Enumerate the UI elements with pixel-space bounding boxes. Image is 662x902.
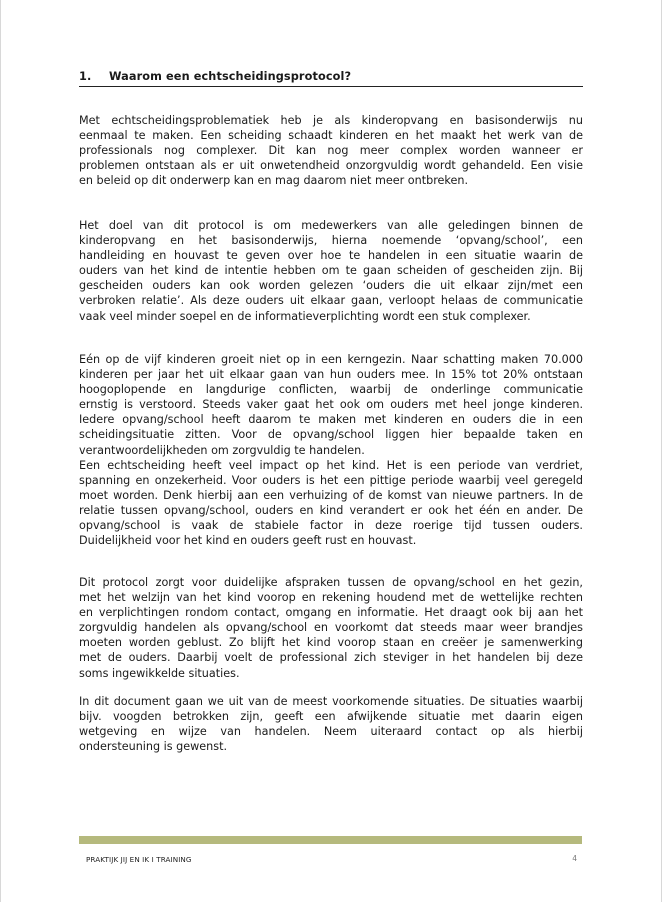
text-line: verantwoordelijkheden om zorgvuldig te handelen.: [79, 443, 365, 457]
text-line: Iedere opvang/school heeft daarom te maken met kinderen en ouders die in een: [79, 413, 583, 427]
text-line: problemen ontstaan als er uit onwetendheid onzorgvuldig wordt gehandeld. Een visie: [79, 159, 583, 173]
paragraph-3: [79, 352, 583, 548]
text-line: Met echtscheidingsproblematiek heb je als kinderopvang en basisonderwijs nu: [79, 114, 583, 127]
text-line: Een echtscheiding heeft veel impact op het kind. Het is een periode van verdriet,: [79, 458, 583, 472]
paragraph-1: [79, 113, 583, 188]
text-line: relatie tussen opvang/school, ouders en kind verandert er ook het één en ander. De: [79, 503, 583, 517]
paragraph-4: [79, 575, 583, 681]
section-heading: [79, 70, 583, 87]
paragraph-2: [79, 218, 583, 324]
text-line: ernstig is verstoord. Steeds vaker gaat het ook om ouders met heel jonge kinderen.: [79, 398, 583, 412]
text-line: scheidingsituatie zitten. Voor de opvang/school liggen hier bepaalde taken en: [79, 428, 583, 442]
text-line: eenmaal te maken. Een scheiding schaadt kinderen en het maakt het werk van de: [79, 129, 583, 143]
text-line: Dit protocol zorgt voor duidelijke afspraken tussen de opvang/school en het gezin,: [79, 576, 583, 589]
text-line: opvang/school is vaak de stabiele factor in deze roerige tijd tussen ouders.: [79, 519, 583, 533]
section-number: 1.: [79, 70, 92, 83]
footer-text: PRAKTIJK JIJ EN IK I TRAINING: [86, 855, 192, 864]
section-title: Waarom een echtscheidingsprotocol?: [109, 70, 352, 83]
text-line: gescheiden ouders kan ook worden gelezen ‘ouders die uit elkaar zijn/met een: [79, 279, 583, 293]
text-line: handleiding en houvast te geven over hoe te handelen in een situatie waarin de: [79, 249, 583, 263]
text-line: ouders van het kind de intentie hebben om te gaan scheiden of gescheiden zijn. Bij: [79, 264, 583, 278]
text-line: en verplichtingen rondom contact, omgang en informatie. Het draagt ook bij aan het: [79, 606, 583, 620]
page-number: 4: [572, 854, 577, 863]
text-line: zorgvuldig handelen als opvang/school en voorkomt dat steeds maar weer brandjes: [79, 621, 583, 635]
text-line: ondersteuning is gewenst.: [79, 740, 228, 754]
text-line: wetgeving en wijze van handelen. Neem uiteraard contact op als hierbij: [79, 725, 583, 739]
text-line: moeten worden geblust. Zo blijft het kind voorop staan en creëer je samenwerking: [79, 636, 583, 650]
text-line: spanning en onzekerheid. Voor ouders is het een pittige periode waarbij veel geregeld: [79, 473, 583, 487]
text-line: In dit document gaan we uit van de meest voorkomende situaties. De situaties waarbij: [79, 695, 583, 708]
text-line: kinderopvang en het basisonderwijs, hierna noemende ‘opvang/school’, een: [79, 234, 583, 248]
text-line: vaak veel minder soepel en de informatieverplichting wordt een stuk complexer.: [79, 309, 531, 323]
paragraph-5: [79, 694, 583, 754]
footer-bar: [79, 836, 582, 844]
text-line: verbroken relatie’. Als deze ouders uit elkaar gaan, verloopt helaas de communicatie: [79, 294, 583, 308]
text-line: soms ingewikkelde situaties.: [79, 666, 240, 680]
text-line: Duidelijkheid voor het kind en ouders geeft rust en houvast.: [79, 534, 417, 548]
text-line: en beleid op dit onderwerp kan en mag daarom niet meer ontbreken.: [79, 174, 469, 188]
text-line: hoogoplopende en langdurige conflicten, waarbij de onderlinge communicatie: [79, 383, 583, 397]
text-line: met de ouders. Daarbij voelt de professional zich steviger in het handelen bij deze: [79, 651, 583, 665]
text-line: moet worden. Denk hierbij aan een verhuizing of de komst van nieuwe partners. In de: [79, 488, 583, 502]
text-line: kinderen per jaar het uit elkaar gaan van hun ouders mee. In 15% tot 20% ontstaan: [79, 368, 583, 382]
text-line: bijv. voogden betrokken zijn, geeft een afwijkende situatie met daarin eigen: [79, 710, 583, 724]
text-line: professionals nog complexer. Dit kan nog meer complex worden wanneer er: [79, 144, 583, 158]
text-line: Het doel van dit protocol is om medewerkers van alle geledingen binnen de: [79, 219, 583, 232]
text-line: met het welzijn van het kind voorop en rekening houdend met de wettelijke rechten: [79, 591, 583, 605]
text-line: Eén op de vijf kinderen groeit niet op in een kerngezin. Naar schatting maken 70.000: [79, 353, 583, 366]
